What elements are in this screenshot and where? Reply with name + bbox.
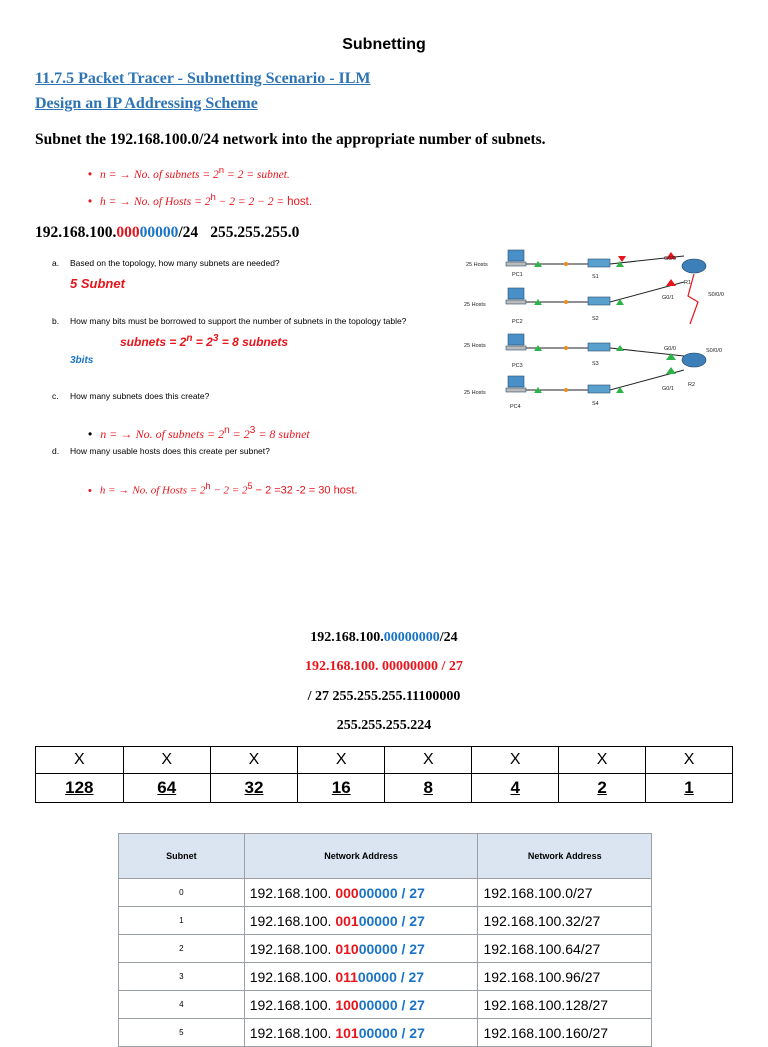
bit-value: 4	[472, 774, 559, 803]
table-row: 2 192.168.100. 01000000 / 27 192.168.100.64/27	[119, 935, 652, 963]
svg-text:S0/0/0: S0/0/0	[706, 348, 722, 354]
bit-mark: X	[36, 747, 124, 774]
heading-design[interactable]: Design an IP Addressing Scheme	[35, 95, 258, 112]
bit-mark: X	[210, 747, 297, 774]
svg-text:PC2: PC2	[512, 319, 523, 325]
header-network-address: Network Address	[478, 834, 652, 879]
svg-text:R1: R1	[684, 280, 692, 286]
page-title: Subnetting	[342, 36, 426, 53]
calc-line-27: 192.168.100. 00000000 / 27	[305, 659, 463, 674]
bit-value: 32	[210, 774, 297, 803]
bit-mark: X	[123, 747, 210, 774]
svg-text:S1: S1	[592, 274, 599, 280]
svg-text:S4: S4	[592, 401, 599, 407]
table-row: 4 192.168.100. 10000000 / 27 192.168.100.128/27	[119, 991, 652, 1019]
bit-value: 1	[646, 774, 733, 803]
svg-text:S2: S2	[592, 316, 599, 322]
svg-text:PC4: PC4	[510, 404, 521, 410]
table-row: 1 192.168.100. 00100000 / 27 192.168.100.32/27	[119, 907, 652, 935]
bit-mark: X	[472, 747, 559, 774]
bit-value: 64	[123, 774, 210, 803]
calc-line-24: 192.168.100.00000000/24	[310, 630, 458, 645]
svg-text:G0/1: G0/1	[662, 386, 674, 392]
calc-mask-decimal: 255.255.255.224	[336, 718, 432, 733]
answer-b-bits: 3bits	[70, 355, 94, 366]
svg-text:25 Hosts: 25 Hosts	[464, 343, 486, 349]
answer-c: • n = → No. of subnets = $2^n = 2^3 = 8$ subnet	[88, 425, 310, 441]
svg-text:S3: S3	[592, 361, 599, 367]
intro-text: Subnet the 192.168.100.0/24 network into the appropriate number of subnets.	[35, 131, 546, 148]
subnet-table	[118, 833, 652, 1047]
table-row: 3 192.168.100. 01100000 / 27 192.168.100.96/27	[119, 963, 652, 991]
bit-value: 8	[385, 774, 472, 803]
svg-text:25 Hosts: 25 Hosts	[464, 302, 486, 308]
header-subnet: Subnet	[119, 834, 245, 879]
header-network-address: Network Address	[244, 834, 478, 879]
bit-value: 16	[298, 774, 385, 803]
bit-mark: X	[385, 747, 472, 774]
answer-d: • h = → No. of Hosts = $2^h - 2 = 2^5 - 2 =32$ -2 = 30 host.	[88, 481, 358, 497]
table-row: 5 192.168.100. 10100000 / 27 192.168.100.160/27	[119, 1019, 652, 1047]
svg-text:S0/0/0: S0/0/0	[708, 292, 724, 298]
svg-text:PC1: PC1	[512, 272, 523, 278]
bit-mark: X	[298, 747, 385, 774]
table-row: 0 192.168.100. 00000000 / 27 192.168.100.0/27	[119, 879, 652, 907]
calc-mask-binary: / 27 255.255.255.11100000	[307, 689, 461, 704]
svg-text:G0/0: G0/0	[664, 256, 676, 262]
svg-text:25 Hosts: 25 Hosts	[464, 390, 486, 396]
bit-value-table	[35, 746, 733, 803]
bit-mark: X	[646, 747, 733, 774]
ip-address-line: 192.168.100.00000000/24 255.255.255.0	[35, 224, 300, 241]
answer-a: 5 Subnet	[70, 276, 125, 291]
svg-text:PC3: PC3	[512, 363, 523, 369]
answer-b: subnets = $2^n = 2^3 = 8$ subnets	[120, 333, 289, 349]
formula-hosts: • h = → No. of Hosts = $2^h - 2 = 2 - 2$ = host.	[88, 192, 313, 208]
topology-hosts-label: 25 Hosts	[466, 262, 488, 268]
svg-text:G0/1: G0/1	[662, 295, 674, 301]
bit-value: 2	[559, 774, 646, 803]
heading-packet-tracer[interactable]: 11.7.5 Packet Tracer - Subnetting Scenario - ILM	[35, 70, 371, 87]
network-topology-diagram	[462, 244, 762, 414]
svg-text:G0/0: G0/0	[664, 346, 676, 352]
bit-mark: X	[559, 747, 646, 774]
svg-text:R2: R2	[688, 382, 696, 388]
bit-value: 128	[36, 774, 124, 803]
formula-subnets: • n = → No. of subnets = $2^n = 2$ = subnet.	[88, 165, 290, 181]
